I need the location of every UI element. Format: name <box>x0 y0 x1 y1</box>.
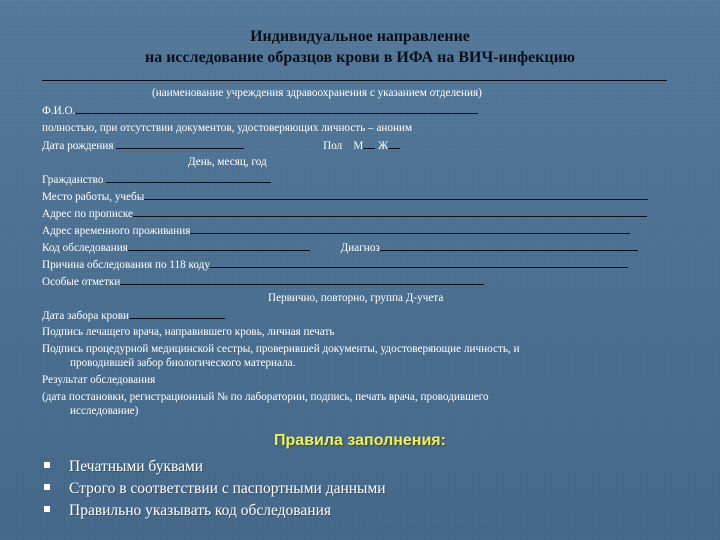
form-title-line1: Индивидуальное направление <box>250 28 470 45</box>
square-bullet-icon <box>44 506 50 512</box>
rules-item-label: Печатными буквами <box>69 458 204 475</box>
notes-label: Особые отметки <box>42 276 121 288</box>
birth-row <box>42 138 400 153</box>
rules-list-item <box>44 457 203 477</box>
sample-date-label: Дата забора крови <box>42 310 130 322</box>
birth-label: Дата рождения <box>42 140 114 152</box>
nurse-sign-line1: Подпись процедурной медицинской сестры, проверившей документы, удостоверяющие личность, и <box>42 343 520 355</box>
nurse-sign-line2: проводившей забор биологического материала. <box>70 357 296 369</box>
sex-f: Ж <box>378 140 389 152</box>
work-label: Место работы, учебы <box>42 191 145 203</box>
registration-text: Первично, повторно, группа Д-учета <box>268 292 444 304</box>
form-title-line2: на исследование образцов крови в ИФА на ВИЧ-инфекцию <box>144 49 576 66</box>
sample-date-row <box>42 308 225 323</box>
result-label: Результат обследования <box>42 374 156 386</box>
sex-m-blank <box>363 138 375 149</box>
temp-address-row <box>42 223 630 238</box>
temp-address-label: Адрес временного проживания <box>42 225 191 237</box>
doctor-sign: Подпись лечащего врача, направившего кровь, личная печать <box>42 326 335 338</box>
square-bullet-icon <box>44 484 50 490</box>
address-blank <box>133 206 647 217</box>
reason-label: Причина обследования по 118 коду <box>42 259 210 271</box>
exam-code-label: Код обследования <box>42 242 128 254</box>
notes-blank <box>120 274 484 285</box>
rules-list-item <box>44 479 386 499</box>
sex-f-blank <box>388 138 400 149</box>
exam-code-blank <box>128 240 310 251</box>
temp-address-blank <box>190 223 630 234</box>
diagnosis-label: Диагноз <box>340 242 380 254</box>
sex-m: М <box>353 140 364 152</box>
fio-blank <box>75 103 478 114</box>
result-note-line1: (дата постановки, регистрационный № по лаборатории, подпись, печать врача, проводившего <box>42 391 489 403</box>
citizenship-row <box>42 172 271 187</box>
sample-date-blank <box>129 308 225 319</box>
address-row <box>42 206 647 221</box>
birth-caption: День, месяц, год <box>188 156 267 168</box>
rules-item-label: Строго в соответствии с паспортными данными <box>69 480 386 497</box>
institution-caption: (наименование учреждения здравоохранения с указанием отделения) <box>152 87 482 99</box>
birth-blank <box>116 138 244 149</box>
fio-row <box>42 103 478 118</box>
sex-label: Пол <box>323 140 343 152</box>
work-blank <box>144 189 648 200</box>
fio-label: Ф.И.О. <box>42 105 76 117</box>
diagnosis-blank <box>380 240 638 251</box>
citizenship-blank <box>106 172 271 183</box>
reason-blank <box>210 257 628 268</box>
sex-field <box>323 138 400 153</box>
address-label: Адрес по прописке <box>42 208 133 220</box>
diagnosis-field <box>341 240 638 255</box>
exam-code-row <box>42 240 638 255</box>
notes-row <box>42 274 484 289</box>
rules-heading: Правила заполнения: <box>274 432 446 449</box>
fio-note: полностью, при отсутствии документов, удостоверяющих личность – аноним <box>42 122 413 134</box>
result-note-line2: исследование) <box>70 405 139 417</box>
rules-list-item <box>44 501 331 521</box>
work-row <box>42 189 648 204</box>
citizenship-label: Гражданство <box>42 174 104 186</box>
square-bullet-icon <box>44 462 50 468</box>
rules-item-label: Правильно указывать код обследования <box>69 502 332 519</box>
reason-row <box>42 257 628 272</box>
institution-blank-line <box>42 80 667 81</box>
